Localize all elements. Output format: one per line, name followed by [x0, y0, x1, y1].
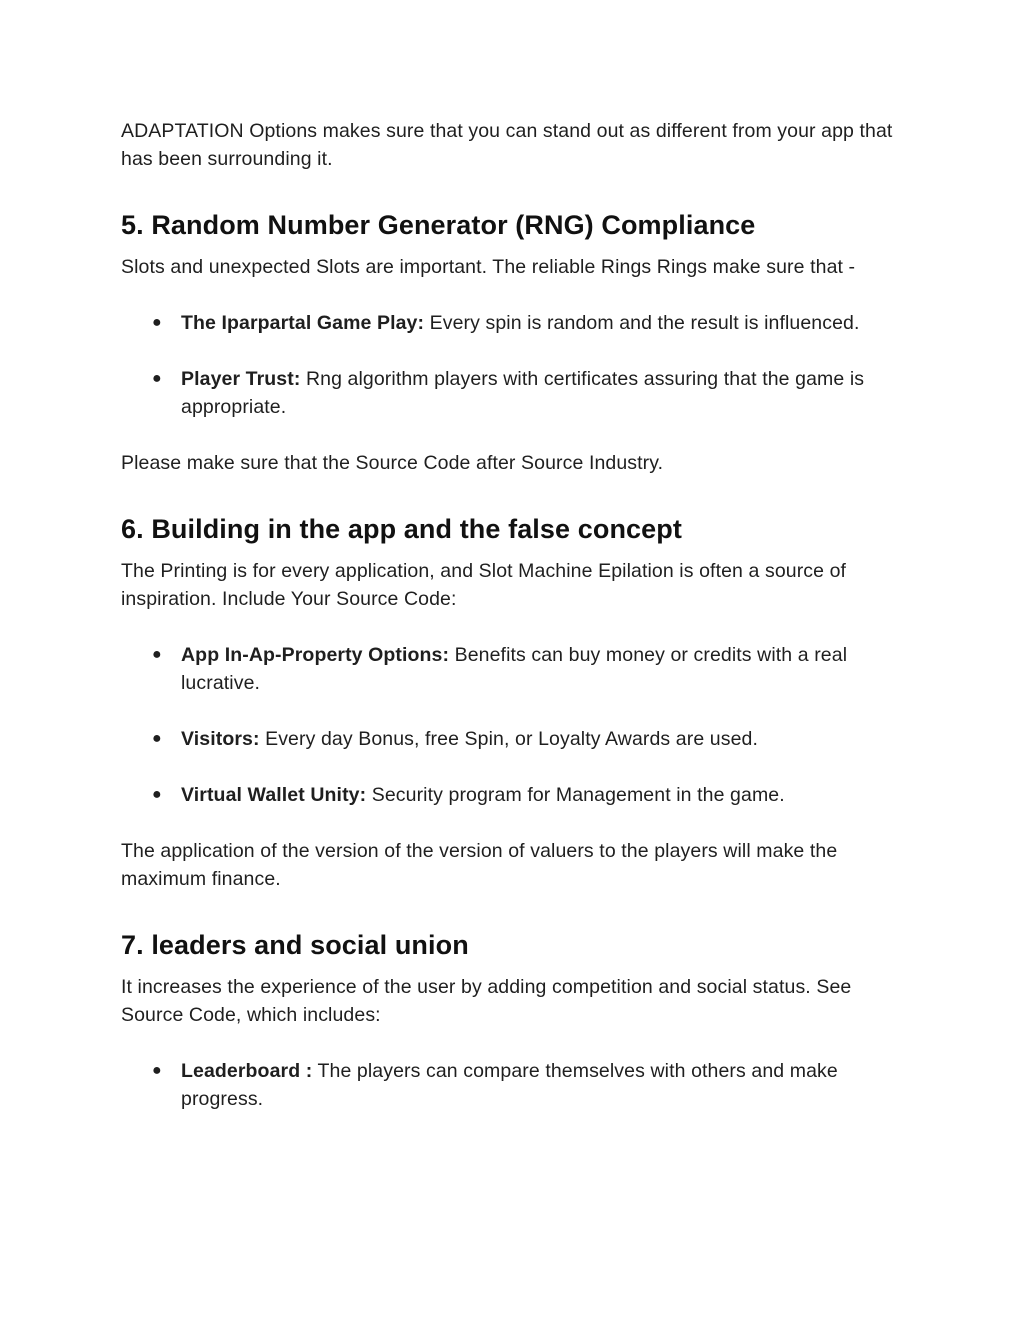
list-item-term: App In-Ap-Property Options: [181, 644, 450, 666]
intro-paragraph: ADAPTATION Options makes sure that you can stand out as different from your app that has been surrounding it. [121, 120, 893, 170]
section-leaders-social [121, 928, 911, 1113]
bullet-icon: ● [152, 370, 162, 387]
bullet-icon: ● [152, 1062, 162, 1079]
list-item [121, 725, 911, 753]
list-item-term: Leaderboard : [181, 1060, 313, 1082]
list-item [121, 1057, 911, 1113]
section-closing-paragraph: Please make sure that the Source Code after Source Industry. [121, 452, 664, 474]
list-spacer [121, 753, 911, 781]
list-item [121, 309, 911, 337]
section-lead-paragraph: It increases the experience of the user by adding competition and social status. See Source Code, which includes: [121, 976, 852, 1026]
list-item-text: Benefits can buy money or credits with a real lucrative. [181, 644, 848, 694]
list-item-text: Every day Bonus, free Spin, or Loyalty Awards are used. [259, 728, 759, 750]
list-spacer [121, 697, 911, 725]
document-body [121, 117, 911, 1113]
list-item [121, 365, 911, 421]
section-heading: 6. Building in the app and the false concept [121, 514, 682, 544]
list-item [121, 781, 911, 809]
section-lead-paragraph: The Printing is for every application, and Slot Machine Epilation is often a source of inspiration. Include Your Source Code: [121, 560, 847, 610]
section-lead-paragraph: Slots and unexpected Slots are important. The reliable Rings Rings make sure that - [121, 256, 856, 278]
list-spacer [121, 337, 911, 365]
list-item-term: Visitors: [181, 728, 260, 750]
list-item-term: The Iparpartal Game Play: [181, 312, 425, 334]
list-item-term: Player Trust: [181, 368, 301, 390]
list-item-text: The players can compare themselves with others and make progress. [181, 1060, 838, 1110]
bullet-icon: ● [152, 730, 162, 747]
bullet-icon: ● [152, 314, 162, 331]
list-item-text: Rng algorithm players with certificates assuring that the game is appropriate. [181, 368, 865, 418]
section-heading: 5. Random Number Generator (RNG) Compliance [121, 210, 756, 240]
list-item-text: Security program for Management in the game. [366, 784, 785, 806]
list-item-term: Virtual Wallet Unity: [181, 784, 367, 806]
section-rng-compliance [121, 208, 911, 477]
section-closing-paragraph: The application of the version of the version of valuers to the players will make the maximum finance. [121, 840, 838, 890]
bullet-list [121, 641, 911, 809]
list-item-text: Every spin is random and the result is influenced. [424, 312, 860, 334]
bullet-icon: ● [152, 646, 162, 663]
bullet-list [121, 309, 911, 421]
list-item [121, 641, 911, 697]
section-in-app-building [121, 512, 911, 893]
section-heading: 7. leaders and social union [121, 930, 469, 960]
bullet-icon: ● [152, 786, 162, 803]
bullet-list [121, 1057, 911, 1113]
